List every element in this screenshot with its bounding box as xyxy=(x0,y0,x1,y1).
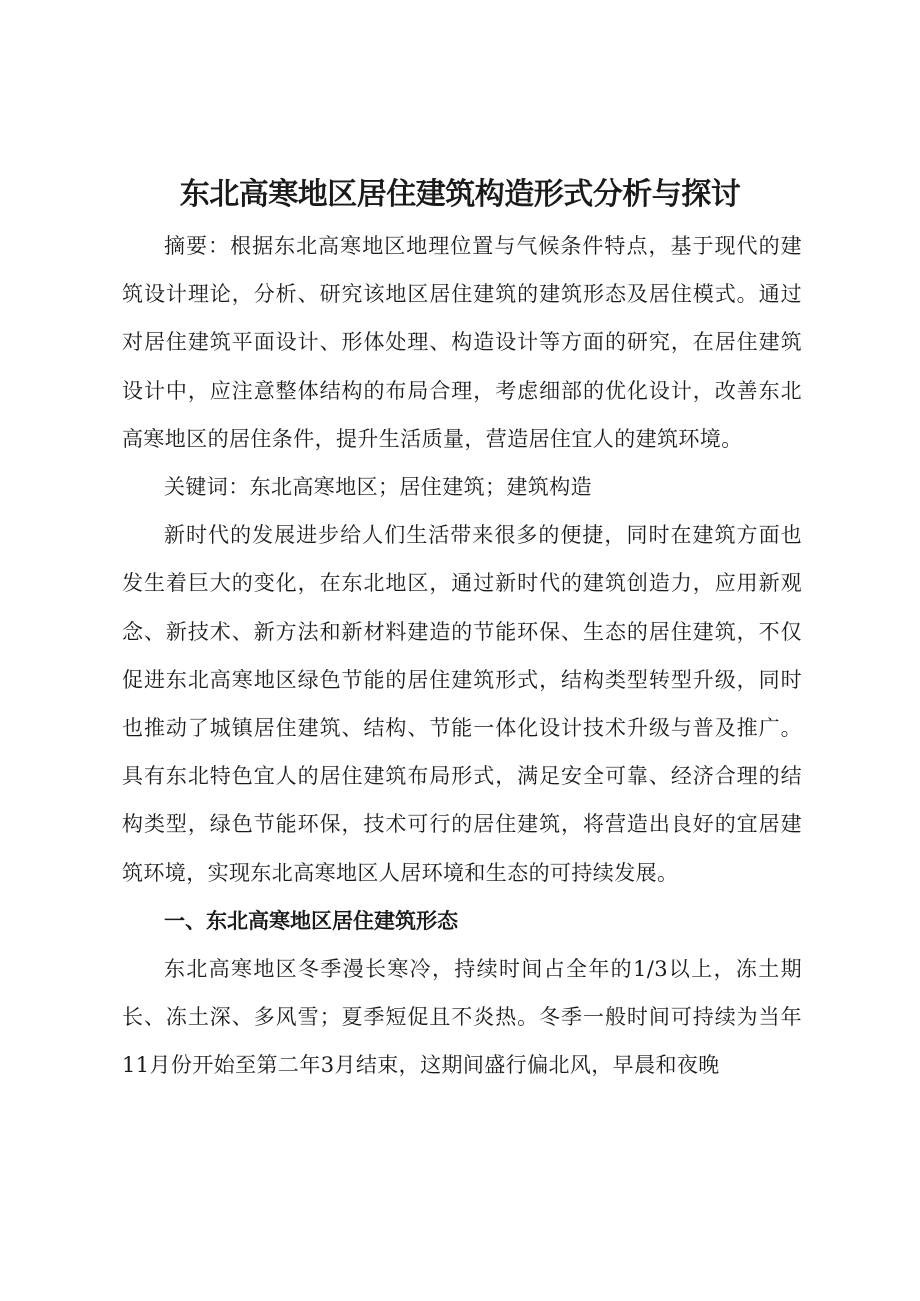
document-body xyxy=(122,222,802,1090)
section-heading: 一、东北高寒地区居住建筑形态 xyxy=(164,908,458,933)
keywords-paragraph: 关键词：东北高寒地区；居住建筑；建筑构造 xyxy=(164,475,592,500)
section-paragraph: 东北高寒地区冬季漫长寒冷，持续时间占全年的1/3以上，冻土期长、冻土深、多风雪；夏季短促且不炎热。冬季一般时间可持续为当年11月份开始至第二年3月结束，这期间盛行偏北风，早晨和夜晚 xyxy=(122,957,802,1078)
intro-paragraph: 新时代的发展进步给人们生活带来很多的便捷，同时在建筑方面也发生着巨大的变化，在东北地区，通过新时代的建筑创造力，应用新观念、新技术、新方法和新材料建造的节能环保、生态的居住建筑，不仅促进东北高寒地区绿色节能的居住建筑形式，结构类型转型升级，同时也推动了城镇居住建筑、结构、节能一体化设计技术升级与普及推广。具有东北特色宜人的居住建筑布局形式，满足安全可靠、经济合理的结构类型，绿色节能环保，技术可行的居住建筑，将营造出良好的宜居建筑环境，实现东北高寒地区人居环境和生态的可持续发展。 xyxy=(122,523,802,885)
abstract-paragraph: 摘要：根据东北高寒地区地理位置与气候条件特点，基于现代的建筑设计理论，分析、研究该地区居住建筑的建筑形态及居住模式。通过对居住建筑平面设计、形体处理、构造设计等方面的研究，在居住建筑设计中，应注意整体结构的布局合理，考虑细部的优化设计，改善东北高寒地区的居住条件，提升生活质量，营造居住宜人的建筑环境。 xyxy=(122,234,802,451)
document-title: 东北高寒地区居住建筑构造形式分析与探讨 xyxy=(179,177,741,212)
